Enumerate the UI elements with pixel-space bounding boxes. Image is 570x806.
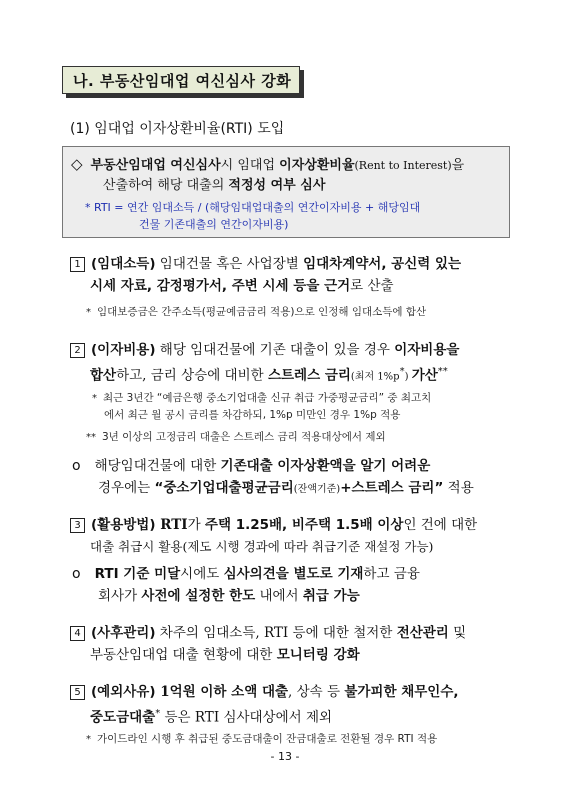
- number-box-icon: 4: [70, 626, 85, 641]
- number-box-icon: 2: [70, 343, 85, 358]
- item-5-note: * 가이드라인 시행 후 취급된 중도금대출이 잔금대출로 전환될 경우 RTI 적용: [86, 733, 438, 745]
- item-4-line-1: 4 (사후관리) 차주의 임대소득, RTI 등에 대한 철저한 전산관리 및: [70, 622, 466, 644]
- number-box-icon: 1: [70, 257, 85, 272]
- section-header-text: 나. 부동산임대업 여신심사 강화: [73, 71, 292, 90]
- diamond-icon: ◇: [71, 155, 83, 173]
- circle-bullet-icon: o: [72, 566, 81, 582]
- item-1-note: * 임대보증금은 간주소득(평균예금금리 적용)으로 인정해 임대소득에 합산: [86, 306, 427, 318]
- number-box-icon: 3: [70, 518, 85, 533]
- summary-box: [62, 146, 510, 238]
- page-number: - 13 -: [270, 750, 300, 763]
- item-3-line-2: 대출 취급시 활용(제도 시행 경과에 따라 취급기준 재설정 가능): [90, 539, 434, 554]
- item-1-line-2: 시세 자료, 감정평가서, 주변 시세 등을 근거로 산출: [90, 278, 394, 294]
- item-2-line-1: 2 (이자비용) 해당 임대건물에 기존 대출이 있을 경우 이자비용을: [70, 339, 459, 361]
- item-2-sub-line-2: 경우에는 “중소기업대출평균금리(잔액기준)+스트레스 금리” 적용: [98, 480, 474, 496]
- item-1-line-1: 1 (임대소득) 임대건물 혹은 사업장별 임대차계약서, 공신력 있는: [70, 253, 461, 275]
- item-4-line-2: 부동산임대업 대출 현황에 대한 모니터링 강화: [90, 647, 360, 663]
- circle-bullet-icon: o: [72, 458, 81, 474]
- item-2-sub-line-1: o 해당임대건물에 대한 기존대출 이자상환액을 알기 어려운: [72, 458, 431, 474]
- subsection-title: (1) 임대업 이자상환비율(RTI) 도입: [70, 121, 285, 137]
- rti-formula-line-2: 건물 기존대출의 연간이자비용): [139, 218, 289, 231]
- rti-formula-line-1: * RTI = 연간 임대소득 / (해당임대업대출의 연간이자비용 + 해당임대: [85, 201, 421, 214]
- section-header: [62, 66, 300, 94]
- summary-line-2: 산출하여 해당 대출의 적정성 여부 심사: [103, 178, 326, 193]
- item-2-line-2: 합산하고, 금리 상승에 대비한 스트레스 금리(최저 1%p*) 가산**: [90, 366, 448, 384]
- item-3-sub-line-2: 회사가 사전에 설정한 한도 내에서 취급 가능: [98, 588, 360, 604]
- summary-line-1: ◇ 부동산임대업 여신심사시 임대업 이자상환비율(Rent to Interest)을: [71, 155, 465, 173]
- item-3-line-1: 3 (활용방법) RTI가 주택 1.25배, 비주택 1.5배 이상인 건에 대한: [70, 514, 477, 536]
- item-5-line-2: 중도금대출* 등은 RTI 심사대상에서 제외: [90, 708, 333, 726]
- number-box-icon: 5: [70, 685, 85, 700]
- item-2-note-1-line-2: 에서 최근 월 공시 금리를 차감하되, 1%p 미만인 경우 1%p 적용: [104, 409, 401, 421]
- item-5-line-1: 5 (예외사유) 1억원 이하 소액 대출, 상속 등 불가피한 채무인수,: [70, 681, 459, 703]
- item-2-note-1-line-1: * 최근 3년간 “예금은행 중소기업대출 신규 취급 가중평균금리” 중 최고치: [92, 392, 432, 404]
- item-2-note-2: ** 3년 이상의 고정금리 대출은 스트레스 금리 적용대상에서 제외: [86, 431, 386, 443]
- item-3-sub-line-1: o RTI 기준 미달시에도 심사의견을 별도로 기재하고 금융: [72, 566, 420, 582]
